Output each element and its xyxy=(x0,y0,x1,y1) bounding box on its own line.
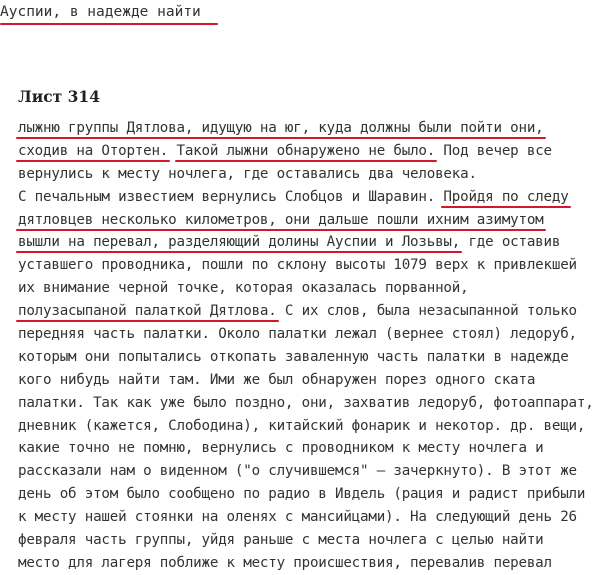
text-segment: день об этом было сообщено по радио в Ивдель (рация и радист прибыли xyxy=(18,486,586,503)
text-line xyxy=(18,460,598,483)
text-line xyxy=(18,437,598,460)
text-line xyxy=(18,346,598,369)
text-segment: палатки. Так как уже было поздно, они, захватив ледоруб, фотоаппарат, xyxy=(18,394,594,411)
text-segment: кого нибудь найти там. Ими же был обнаружен порез одного ската xyxy=(18,371,536,388)
text-line xyxy=(18,552,598,575)
text-line xyxy=(18,209,598,232)
document-body xyxy=(18,117,598,575)
text-line xyxy=(18,415,598,438)
text-segment: где оставив xyxy=(460,234,561,251)
text-segment: место для лагеря поближе к месту происшествия, перевалив перевал xyxy=(18,554,552,571)
text-line xyxy=(18,254,598,277)
text-segment xyxy=(168,143,176,159)
text-line xyxy=(18,186,598,209)
underlined-segment: Такой лыжни обнаружено не было. xyxy=(176,142,436,159)
text-segment: к месту нашей стоянки на оленях с мансийцами). На следующий день 26 xyxy=(18,509,577,526)
text-line xyxy=(18,300,598,323)
sheet-title: Лист 314 xyxy=(18,87,100,106)
text-segment: вернулись к месту ночлега, где оставались два человека. xyxy=(18,165,477,182)
text-line xyxy=(18,231,598,254)
text-line xyxy=(18,369,598,392)
underlined-segment: полузасыпаной палаткой Дятлова. xyxy=(18,303,277,320)
text-line xyxy=(18,529,598,552)
text-segment: С печальным известием вернулись Слобцов и Шаравин. xyxy=(18,188,444,205)
text-segment: которым они попытались откопать заваленную часть палатки в надежде xyxy=(18,348,569,365)
underlined-segment: Пройдя по следу xyxy=(443,188,569,205)
underlined-segment: сходив на Отортен. xyxy=(18,142,169,159)
text-segment: рассказали нам о виденном ("о случившемся" – зачеркнуто). В этот же xyxy=(18,463,577,480)
text-line xyxy=(18,506,598,529)
text-segment: какие точно не помню, вернулись с проводником к месту ночлега и xyxy=(18,440,544,457)
underlined-segment: вышли на перевал, разделяющий долины Ауспии и Лозьвы, xyxy=(18,234,461,251)
top-red-underline xyxy=(0,23,218,25)
text-line xyxy=(18,483,598,506)
text-line xyxy=(18,117,598,140)
text-segment: дневник (кажется, Слободина), китайский фонарик и некотор. др. вещи, xyxy=(18,417,586,434)
text-line xyxy=(18,323,598,346)
text-segment: С их слов, была незасыпанной только xyxy=(276,303,577,320)
text-segment: февраля часть группы, уйдя раньше с места ночлега с целью найти xyxy=(18,532,544,549)
text-line xyxy=(18,163,598,186)
text-line xyxy=(18,140,598,163)
text-line xyxy=(18,392,598,415)
top-text-fragment: Ауспии, в надежде найти xyxy=(0,4,201,20)
text-segment: уставшего проводника, пошли по склону высоты 1079 верх к привлекшей xyxy=(18,257,577,274)
underlined-segment: дятловцев несколько километров, они дальше пошли ихним азимутом xyxy=(18,211,544,228)
text-segment: их внимание черной точке, которая оказалась порванной, xyxy=(18,280,469,297)
text-segment: передняя часть палатки. Около палатки лежал (вернее стоял) ледоруб, xyxy=(18,326,577,343)
text-segment: Под вечер все xyxy=(435,142,552,159)
underlined-segment: лыжню группы Дятлова, идущую на юг, куда должны были пойти они, xyxy=(18,120,544,136)
text-line xyxy=(18,277,598,300)
